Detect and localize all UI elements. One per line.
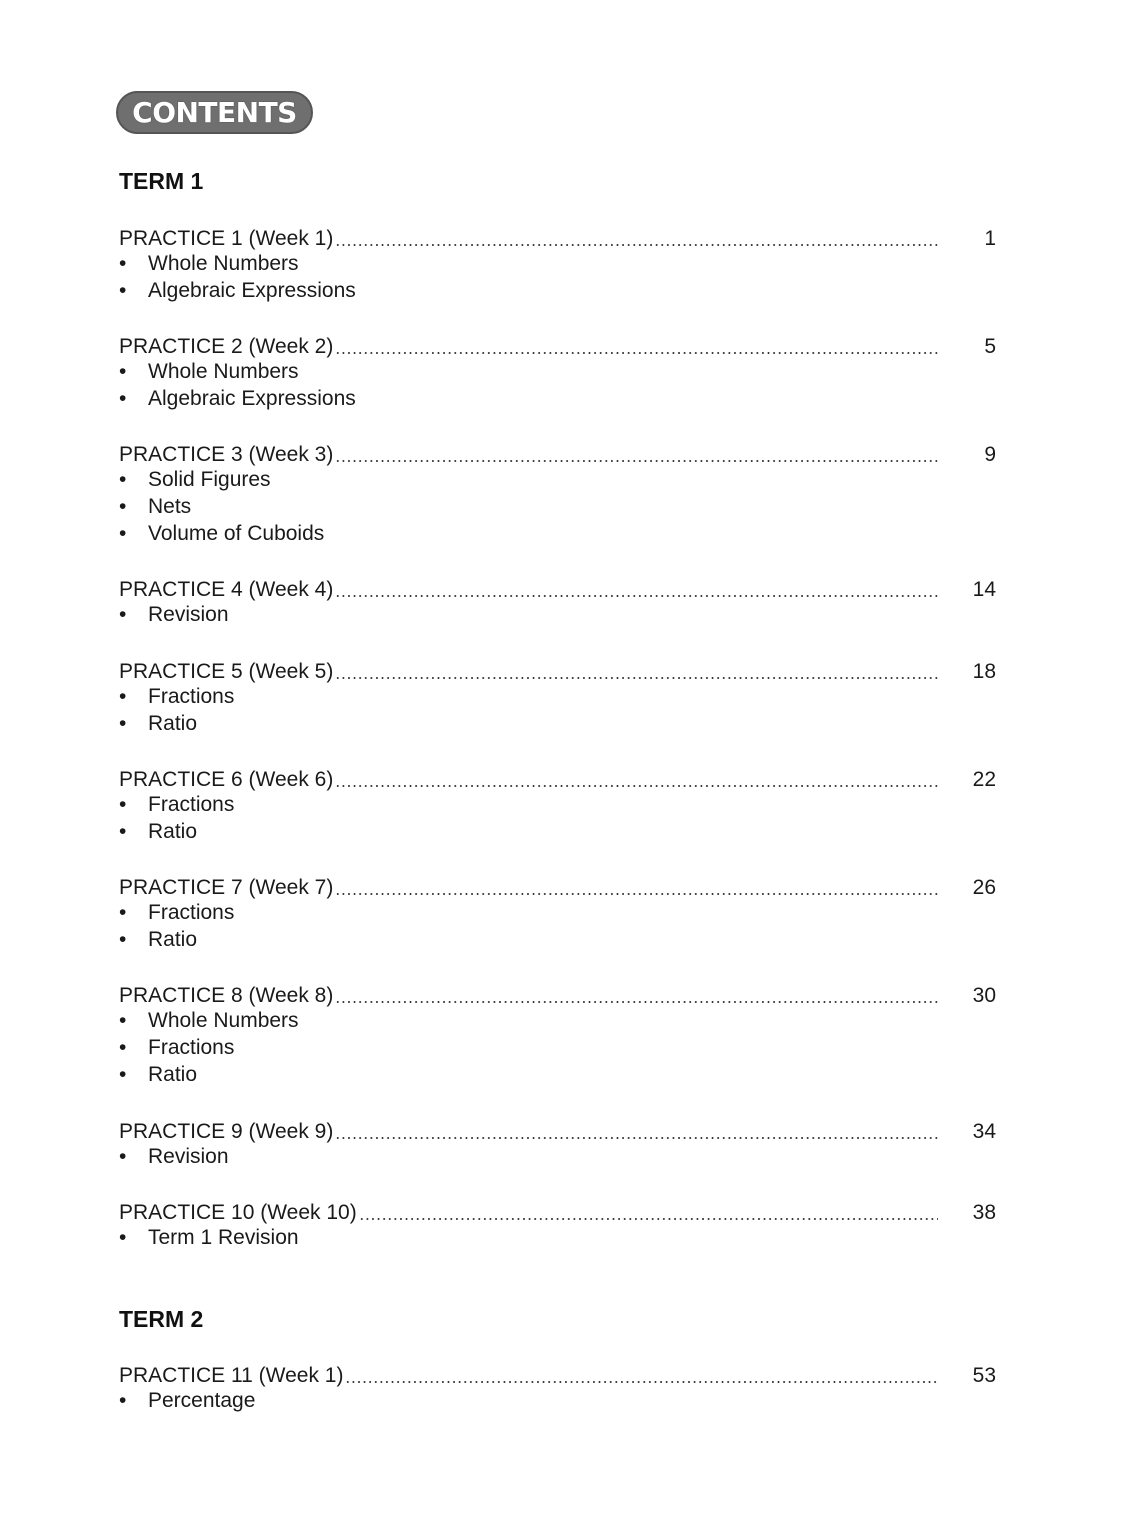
topic-label: Ratio (148, 712, 198, 735)
topic-item (119, 251, 299, 277)
bullet-icon (119, 900, 148, 926)
topic-label: Whole Numbers (148, 252, 299, 275)
entry-page: 34 (972, 1120, 996, 1143)
topic-label: Term 1 Revision (148, 1226, 299, 1249)
toc-entry[interactable] (119, 765, 996, 793)
topic-item (119, 1225, 299, 1251)
topic-item (119, 792, 234, 818)
topic-item (119, 684, 234, 710)
topic-item (119, 494, 191, 520)
entry-label: PRACTICE 5 (Week 5) (119, 660, 334, 683)
topic-label: Revision (148, 1145, 229, 1168)
toc-entry[interactable] (119, 1198, 996, 1226)
term-heading: TERM 2 (119, 1306, 204, 1332)
topic-item (119, 927, 197, 953)
bullet-icon (119, 1062, 148, 1088)
bullet-icon (119, 792, 148, 818)
dot-leader (345, 1363, 938, 1389)
topic-item (119, 1035, 234, 1061)
toc-entry[interactable] (119, 1117, 996, 1145)
bullet-icon (119, 1144, 148, 1170)
bullet-icon (119, 819, 148, 845)
topic-item (119, 602, 229, 628)
entry-label: PRACTICE 3 (Week 3) (119, 443, 334, 466)
toc-entry[interactable] (119, 332, 996, 360)
dot-leader (335, 442, 938, 468)
dot-leader (335, 875, 938, 901)
entry-label: PRACTICE 6 (Week 6) (119, 768, 334, 791)
bullet-icon (119, 684, 148, 710)
topic-item (119, 467, 271, 493)
toc-entry[interactable] (119, 873, 996, 901)
topic-item (119, 1062, 197, 1088)
topic-item (119, 1144, 229, 1170)
topic-item (119, 819, 197, 845)
entry-page: 53 (972, 1364, 996, 1387)
topic-label: Fractions (148, 685, 235, 708)
entry-label: PRACTICE 10 (Week 10) (119, 1201, 357, 1224)
entry-label: PRACTICE 8 (Week 8) (119, 984, 334, 1007)
topic-item (119, 1008, 299, 1034)
dot-leader (335, 767, 938, 793)
topic-item (119, 278, 356, 304)
bullet-icon (119, 359, 148, 385)
bullet-icon (119, 386, 148, 412)
topic-label: Solid Figures (148, 468, 271, 491)
bullet-icon (119, 521, 148, 547)
topic-item (119, 359, 299, 385)
term-heading: TERM 1 (119, 168, 204, 194)
bullet-icon (119, 278, 148, 304)
bullet-icon (119, 1388, 148, 1414)
bullet-icon (119, 1008, 148, 1034)
entry-page: 22 (972, 768, 996, 791)
topic-label: Whole Numbers (148, 360, 299, 383)
topic-label: Whole Numbers (148, 1009, 299, 1032)
bullet-icon (119, 711, 148, 737)
bullet-icon (119, 1225, 148, 1251)
dot-leader (335, 334, 938, 360)
topic-item (119, 900, 234, 926)
entry-label: PRACTICE 1 (Week 1) (119, 227, 334, 250)
topic-label: Algebraic Expressions (148, 387, 356, 410)
toc-entry[interactable] (119, 224, 996, 252)
topic-label: Percentage (148, 1389, 256, 1412)
toc-entry[interactable] (119, 575, 996, 603)
entry-page: 5 (984, 335, 996, 358)
entry-label: PRACTICE 9 (Week 9) (119, 1120, 334, 1143)
entry-label: PRACTICE 11 (Week 1) (119, 1364, 344, 1387)
topic-label: Fractions (148, 1036, 235, 1059)
topic-item (119, 1388, 255, 1414)
dot-leader (335, 1119, 938, 1145)
toc-entry[interactable] (119, 440, 996, 468)
entry-label: PRACTICE 2 (Week 2) (119, 335, 334, 358)
toc-entry[interactable] (119, 981, 996, 1009)
entry-page: 1 (984, 227, 996, 250)
bullet-icon (119, 467, 148, 493)
bullet-icon (119, 251, 148, 277)
dot-leader (335, 983, 938, 1009)
entry-page: 18 (972, 660, 996, 683)
topic-label: Ratio (148, 1063, 198, 1086)
dot-leader (359, 1200, 938, 1226)
topic-label: Fractions (148, 793, 235, 816)
bullet-icon (119, 1035, 148, 1061)
topic-label: Volume of Cuboids (148, 522, 325, 545)
topic-label: Ratio (148, 820, 198, 843)
topic-label: Ratio (148, 928, 198, 951)
entry-page: 26 (972, 876, 996, 899)
topic-label: Nets (148, 495, 192, 518)
page-title: CONTENTS (132, 96, 297, 129)
entry-page: 9 (984, 443, 996, 466)
bullet-icon (119, 602, 148, 628)
toc-entry[interactable] (119, 1361, 996, 1389)
topic-item (119, 711, 197, 737)
contents-badge (116, 91, 313, 134)
dot-leader (335, 226, 938, 252)
topic-item (119, 521, 324, 547)
dot-leader (335, 577, 938, 603)
topic-label: Revision (148, 603, 229, 626)
entry-page: 30 (972, 984, 996, 1007)
dot-leader (335, 659, 938, 685)
topic-label: Algebraic Expressions (148, 279, 356, 302)
topic-label: Fractions (148, 901, 235, 924)
bullet-icon (119, 927, 148, 953)
entry-label: PRACTICE 7 (Week 7) (119, 876, 334, 899)
topic-item (119, 386, 356, 412)
entry-label: PRACTICE 4 (Week 4) (119, 578, 334, 601)
entry-page: 14 (972, 578, 996, 601)
toc-entry[interactable] (119, 657, 996, 685)
entry-page: 38 (972, 1201, 996, 1224)
bullet-icon (119, 494, 148, 520)
